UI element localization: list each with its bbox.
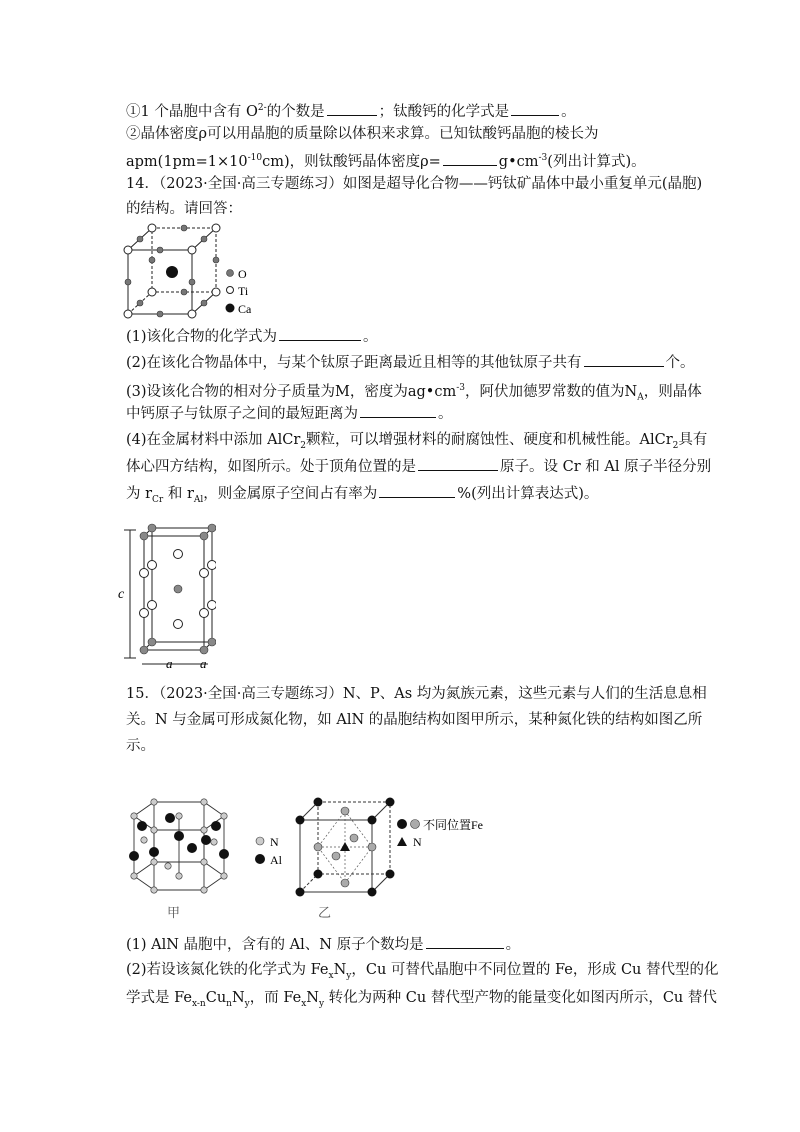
label-a: a [166,656,173,668]
q15-stem-2: 关。N 与金属可形成氮化物，如 AlN 的晶胞结构如图甲所示，某种氮化铁的结构如图乙所 [126,712,703,728]
q15-part-2a: (2)若设该氮化铁的化学式为 $Fe_xN_y$，Cu 可替代晶胞中不同位置的 Fe，形成 Cu 替代型的化 [126,962,719,981]
legend-ti: Ti [238,284,249,298]
q15-stem-1: 15．（2023·全国·高三专题练习）N、P、As 均为氮族元素，这些元素与人们的生活息息相 [126,686,707,702]
q15-part-1: (1) AlN 晶胞中，含有的 Al、N 原子个数均是 。 [126,934,520,955]
legend-n2: N [413,835,422,849]
label-c: c [118,587,125,602]
q14-part-2: (2)在该化合物晶体中，与某个钛原子距离最近且相等的其他钛原子共有 个。 [126,352,695,373]
caption-jia: 甲 [167,906,181,921]
answer-blank[interactable] [279,326,361,341]
q13-line-3: $apm(1pm=1\times 10^{-10}cm)$，则钛酸钙晶体密度$\rho= g•cm^{-3}$(列出计算式)。 [126,148,646,172]
iron-nitride-cell-figure [288,796,508,901]
q14-part-3b: 中钙原子与钛原子之间的最短距离为 。 [126,403,453,424]
legend-al: Al [270,853,282,867]
answer-blank[interactable] [327,101,377,116]
perovskite-cell-figure [122,220,272,320]
legend-n: N [270,835,279,849]
q14-part-4b: 体心四方结构，如图所示。处于顶角位置的是 原子。设 Cr 和 Al 原子半径分别 [126,456,711,477]
answer-blank[interactable] [443,151,497,166]
aln-hexagonal-cell-figure [124,796,294,901]
answer-blank[interactable] [426,934,504,949]
q14-stem-2: 的结构。请回答： [126,201,242,217]
q14-stem-1: 14．（2023·全国·高三专题练习）如图是超导化合物——钙钛矿晶体中最小重复单元(晶胞) [126,176,703,192]
answer-blank[interactable] [418,456,498,471]
label-a: a [200,656,207,668]
legend-fe: 不同位置Fe [423,818,484,832]
q15-part-2b: 学式是 $Fe_{x-n}Cu_nN_y$，而 $Fe_xN_y$ 转化为两种 Cu 替代型产物的能量变化如图丙所示，Cu 替代 [126,990,717,1009]
q13-line-2: ②晶体密度ρ可以用晶胞的质量除以体积来求算。已知钛酸钙晶胞的棱长为 [126,126,599,142]
legend-o: O [238,267,247,281]
q15-stem-3: 示。 [126,738,155,754]
legend-ca: Ca [238,302,252,316]
answer-blank[interactable] [360,403,436,418]
q14-part-4a: (4)在金属材料中添加 AlCr$_2$颗粒，可以增强材料的耐腐蚀性、硬度和机械性能。AlCr$_2$具有 [126,432,708,451]
answer-blank[interactable] [584,352,664,367]
answer-blank[interactable] [379,483,455,498]
q14-part-4c: 为 $r_{Cr}$ 和 $r_{Al}$，则金属原子空间占有率为 %(列出计算表达式)。 [126,483,598,510]
q14-part-1: (1)该化合物的化学式为 。 [126,326,378,347]
alcr2-tetragonal-cell-figure [116,518,216,668]
caption-yi: 乙 [318,906,332,921]
answer-blank[interactable] [511,101,559,116]
q13-line-1: ①1 个晶胞中含有 $O^{2-}$的个数是 ；钛酸钙的化学式是 。 [126,98,576,122]
q14-part-3a: (3)设该化合物的相对分子质量为M，密度为$ag•cm^{-3}$，阿伏加德罗常数的值为$N_A$，则晶体 [126,383,702,403]
